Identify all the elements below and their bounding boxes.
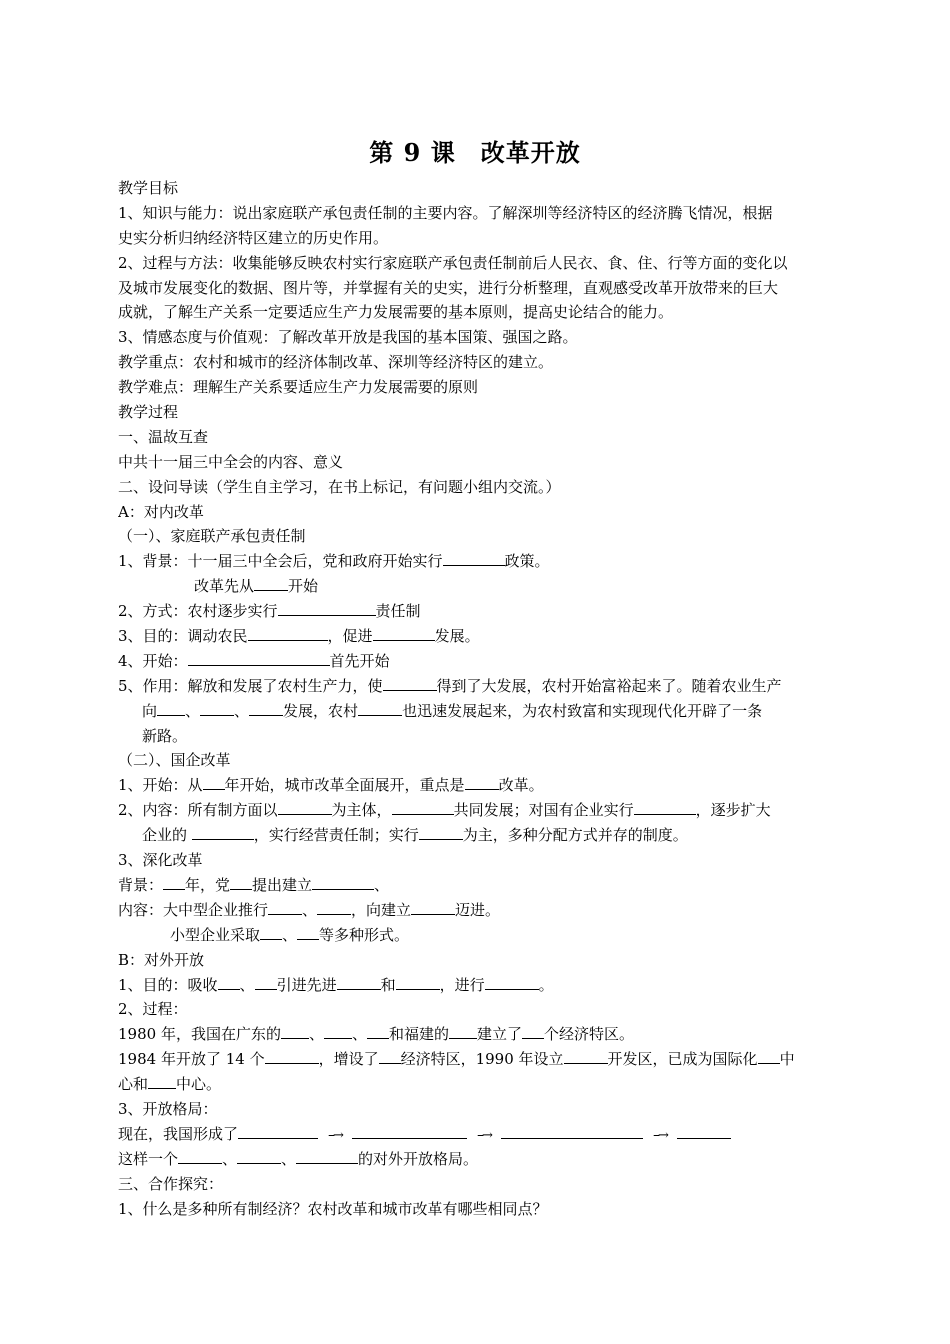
answer-blank[interactable] (255, 988, 277, 990)
answer-blank[interactable] (383, 689, 437, 691)
answer-blank[interactable] (192, 838, 254, 840)
text-segment: 建立了 (477, 1025, 523, 1044)
answer-blank[interactable] (411, 913, 455, 915)
answer-blank[interactable] (352, 1137, 467, 1139)
answer-blank[interactable] (312, 888, 374, 890)
text-segment: 心和 (118, 1075, 149, 1094)
text-segment: 的对外开放格局。 (358, 1149, 479, 1168)
answer-blank[interactable] (254, 589, 288, 591)
answer-blank[interactable] (758, 1062, 780, 1064)
fill-line (118, 649, 834, 674)
answer-blank[interactable] (324, 1037, 352, 1039)
answer-blank[interactable] (230, 888, 252, 890)
answer-blank[interactable] (248, 639, 328, 641)
arrow-right-icon: --→ (477, 1127, 491, 1143)
text-line: 中共十一届三中全会的内容、意义 (118, 452, 344, 471)
text-line: 3、情感态度与价值观：了解改革开放是我国的基本国策、强国之路。 (118, 328, 578, 347)
answer-blank[interactable] (200, 714, 234, 716)
arrow-right-icon: --→ (328, 1127, 342, 1143)
text-line: 教学难点：理解生产关系要适应生产力发展需要的原则 (118, 378, 479, 397)
text-line: B：对外开放 (118, 950, 205, 969)
answer-blank[interactable] (296, 1162, 358, 1164)
text-segment: 1984 年开放了 14 个 (118, 1050, 265, 1069)
text-segment: 得到了大发展，农村开始富裕起来了。随着农业生产 (436, 676, 782, 695)
answer-blank[interactable] (148, 1087, 176, 1089)
text-segment: 改革。 (498, 776, 544, 795)
answer-blank[interactable] (265, 1062, 319, 1064)
section-heading-process: 教学过程 (118, 403, 179, 422)
text-line: 新路。 (142, 726, 188, 745)
text-segment: ，增设了 (318, 1050, 379, 1069)
text-segment: 企业的 (142, 826, 192, 845)
fill-line (118, 549, 834, 574)
fill-line (118, 574, 834, 599)
text-segment: 政策。 (504, 552, 550, 571)
fill-line (118, 624, 834, 649)
text-segment: 2、内容：所有制方面以 (118, 801, 278, 820)
answer-blank[interactable] (634, 813, 696, 815)
fill-line (118, 1047, 834, 1072)
text-segment: 为主体， (331, 801, 392, 820)
section-heading-objectives: 教学目标 (118, 179, 179, 197)
text-segment: 开发区，已成为国际化 (607, 1050, 758, 1069)
text-segment: 1980 年，我国在广东的 (118, 1025, 281, 1044)
text-segment: ，实行经营责任制；实行 (253, 826, 419, 845)
document-body (118, 176, 834, 1221)
text-segment: 背景： (118, 875, 164, 894)
text-segment: 现在，我国形成了 (118, 1124, 239, 1143)
text-segment: 共同发展；对国有企业实行 (453, 801, 634, 820)
text-segment: 、 (239, 975, 255, 994)
text-segment: 、 (282, 925, 298, 944)
text-segment: ，促进 (327, 627, 373, 646)
answer-blank[interactable] (297, 938, 319, 940)
answer-blank[interactable] (337, 988, 381, 990)
answer-blank[interactable] (379, 1062, 401, 1064)
answer-blank[interactable] (392, 813, 454, 815)
answer-blank[interactable] (178, 1162, 222, 1164)
text-segment: 3、目的：调动农民 (118, 627, 248, 646)
text-segment: 、 (308, 1025, 324, 1044)
answer-blank[interactable] (358, 714, 402, 716)
text-segment: 经济特区，1990 年设立 (400, 1050, 564, 1069)
text-segment: 为主，多种分配方式并存的制度。 (462, 826, 688, 845)
text-segment: 发展，农村 (283, 701, 359, 720)
fill-line (118, 823, 834, 848)
text-segment: 1、背景：十一届三中全会后，党和政府开始实行 (118, 552, 443, 571)
text-segment: 改革先从 (194, 577, 255, 596)
text-line: 1、知识与能力：说出家庭联产承包责任制的主要内容。了解深圳等经济特区的经济腾飞情况，根据 (118, 203, 773, 222)
answer-blank[interactable] (281, 1037, 309, 1039)
answer-blank[interactable] (260, 938, 282, 940)
text-segment: 5、作用：解放和发展了农村生产力，使 (118, 676, 383, 695)
text-segment: 、 (222, 1149, 238, 1168)
text-segment: 。 (538, 975, 554, 994)
fill-line (118, 873, 834, 898)
text-segment: 、 (281, 1149, 297, 1168)
text-line: 一、温故互查 (118, 427, 209, 446)
text-line: 2、过程与方法：收集能够反映农村实行家庭联产承包责任制前后人民衣、食、住、行等方面的变化以 (118, 253, 788, 272)
text-segment: 发展。 (434, 627, 480, 646)
text-segment: 、 (234, 701, 250, 720)
answer-blank[interactable] (485, 988, 539, 990)
text-segment: 提出建立 (252, 875, 313, 894)
answer-blank[interactable] (419, 838, 463, 840)
text-segment: 小型企业采取 (170, 925, 261, 944)
text-line: 二、设问导读（学生自主学习，在书上标记，有问题小组内交流。） (118, 477, 561, 496)
text-segment: 也迅速发展起来，为农村致富和实现现代化开辟了一条 (402, 701, 763, 720)
answer-blank[interactable] (238, 1137, 318, 1139)
fill-line (118, 599, 834, 624)
fill-line (118, 674, 834, 699)
text-line: （一）、家庭联产承包责任制 (118, 527, 306, 546)
answer-blank[interactable] (677, 1137, 731, 1139)
fill-line (118, 1072, 834, 1097)
arrow-right-icon: --→ (653, 1127, 667, 1143)
text-segment: 4、开始： (118, 651, 188, 670)
fill-line (118, 923, 834, 948)
text-line: 2、过程： (118, 1000, 188, 1019)
text-segment: 首先开始 (329, 651, 390, 670)
answer-blank[interactable] (449, 1037, 477, 1039)
text-segment: ，向建立 (351, 900, 412, 919)
fill-line (118, 1147, 834, 1172)
fill-line (118, 798, 834, 823)
text-segment: 年开始，城市改革全面展开，重点是 (224, 776, 465, 795)
text-segment: 和福建的 (388, 1025, 449, 1044)
answer-blank[interactable] (268, 913, 302, 915)
text-segment: 个经济特区。 (544, 1025, 635, 1044)
fill-line (118, 898, 834, 923)
text-segment: 责任制 (375, 602, 421, 621)
text-segment: 开始 (288, 577, 319, 596)
answer-blank[interactable] (163, 888, 185, 890)
answer-blank[interactable] (522, 1037, 544, 1039)
text-segment: 和 (380, 975, 396, 994)
text-line: A：对内改革 (118, 502, 204, 521)
fill-line (118, 1022, 834, 1047)
text-segment: 1、开始：从 (118, 776, 203, 795)
text-segment: 迈进。 (455, 900, 501, 919)
text-segment: 内容：大中型企业推行 (118, 900, 269, 919)
text-line: 3、深化改革 (118, 851, 203, 870)
answer-blank[interactable] (203, 788, 225, 790)
answer-blank[interactable] (367, 1037, 389, 1039)
answer-blank[interactable] (396, 988, 440, 990)
text-line: 成就，了解生产关系一定要适应生产力发展需要的基本原则，提高史论结合的能力。 (118, 303, 674, 322)
text-line: 三、合作探究： (118, 1174, 224, 1193)
fill-line (118, 973, 834, 998)
answer-blank[interactable] (373, 639, 435, 641)
answer-blank[interactable] (501, 1137, 643, 1139)
text-segment: 、 (302, 900, 318, 919)
fill-line (118, 1122, 834, 1147)
answer-blank[interactable] (218, 988, 240, 990)
text-segment: 这样一个 (118, 1149, 179, 1168)
text-line: 及城市发展变化的数据、图片等，并掌握有关的史实，进行分析整理，直观感受改革开放带来的巨大 (118, 278, 779, 297)
text-segment: 、 (374, 875, 390, 894)
text-line: （二）、国企改革 (118, 751, 231, 770)
answer-blank[interactable] (278, 614, 376, 616)
text-segment: ，逐步扩大 (695, 801, 771, 820)
text-line: 3、开放格局： (118, 1099, 218, 1118)
text-segment: 、 (351, 1025, 367, 1044)
text-line: 教学重点：农村和城市的经济体制改革、深圳等经济特区的建立。 (118, 353, 554, 372)
answer-blank[interactable] (188, 664, 330, 666)
answer-blank[interactable] (317, 913, 351, 915)
answer-blank[interactable] (278, 813, 332, 815)
page-title: 第 9 课 改革开放 (369, 138, 581, 167)
answer-blank[interactable] (564, 1062, 608, 1064)
text-segment: 2、方式：农村逐步实行 (118, 602, 278, 621)
fill-line (118, 773, 834, 798)
fill-line (118, 699, 834, 724)
text-line: 1、什么是多种所有制经济？农村改革和城市改革有哪些相同点？ (118, 1199, 548, 1218)
text-segment: 、 (185, 701, 201, 720)
answer-blank[interactable] (249, 714, 283, 716)
text-segment: 中心。 (176, 1075, 222, 1094)
answer-blank[interactable] (443, 564, 505, 566)
text-line: 史实分析归纳经济特区建立的历史作用。 (118, 228, 389, 247)
text-segment: ，进行 (439, 975, 485, 994)
text-segment: 向 (142, 701, 158, 720)
text-segment: 年，党 (185, 875, 231, 894)
answer-blank[interactable] (237, 1162, 281, 1164)
answer-blank[interactable] (465, 788, 499, 790)
text-segment: 等多种形式。 (319, 925, 410, 944)
text-segment: 中 (779, 1050, 795, 1069)
text-segment: 引进先进 (276, 975, 337, 994)
text-segment: 1、目的：吸收 (118, 975, 218, 994)
answer-blank[interactable] (157, 714, 185, 716)
